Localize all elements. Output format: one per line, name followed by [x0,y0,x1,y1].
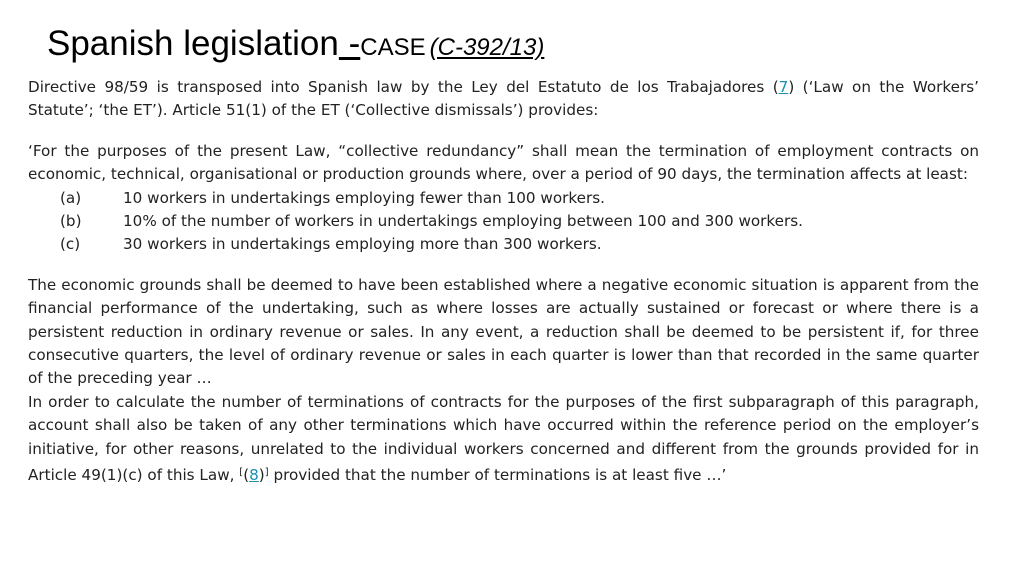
paren-open: ( [243,466,250,485]
list-item-b [28,210,979,233]
paren-close: ) [258,466,265,485]
slide-title [47,22,544,70]
calculation-paragraph [28,391,979,488]
sup-close: ] [264,467,269,479]
list-item-text: 30 workers in undertakings employing more than 300 workers. [123,235,602,254]
list-item-label: (c) [60,235,81,254]
economic-grounds-paragraph: The economic grounds shall be deemed to have been established where a negative economic situation is apparent from the financial performance of the undertaking, such as where losses are actually sustained or forecast or where there is a persistent reduction in ordinary revenue or sales. In any event, a reduction shall be deemed to be persistent if, for three consecutive quarters, the level of ordinary revenue or sales in each quarter is lower than that recorded in the same quarter of the preceding year … [28,275,979,388]
quote-intro-paragraph: ‘For the purposes of the present Law, “collective redundancy” shall mean the termination of employment contracts on economic, technical, organisational or production grounds where, over a period of 90 days, the termination affects at least: [28,141,979,184]
calc-text-a: In order to calculate the number of terminations of contracts for the purposes of the first subparagraph of this paragraph, account shall also be taken of any other terminations which have occurred within the reference period on the employer’s initiative, for other reasons, unrelated to the individual workers concerned and different from the grounds provided for in Article 49(1)(c) of this Law, [28,392,979,485]
list-item-text: 10% of the number of workers in undertakings employing between 100 and 300 workers. [123,212,804,231]
slide-body [28,76,979,488]
title-main: Spanish legislation [47,24,339,63]
calc-text-b: provided that the number of terminations is at least five …’ [268,466,727,485]
list-item-label: (a) [60,188,82,207]
footnote-link-8[interactable]: 8 [249,466,259,485]
intro-paragraph [28,76,979,123]
list-item-c [28,233,979,256]
intro-text-a: Directive 98/59 is transposed into Spanish law by the Ley del Estatuto de los Trabajadores ( [28,78,779,96]
list-item-label: (b) [60,212,82,231]
footnote-link-7[interactable]: 7 [778,78,789,96]
list-item-a [28,187,979,210]
case-reference: (C-392/13) [429,34,545,61]
intro-text-b: ) (‘Law on the Workers’ Statute’; ‘the ET’). Article 51(1) of the ET (‘Collective dismissals’) provides: [28,78,980,120]
title-separator: - [338,24,361,63]
sup-open: [ [239,467,244,479]
list-item-text: 10 workers in undertakings employing fewer than 100 workers. [123,188,605,207]
title-case: CASE [360,34,426,61]
